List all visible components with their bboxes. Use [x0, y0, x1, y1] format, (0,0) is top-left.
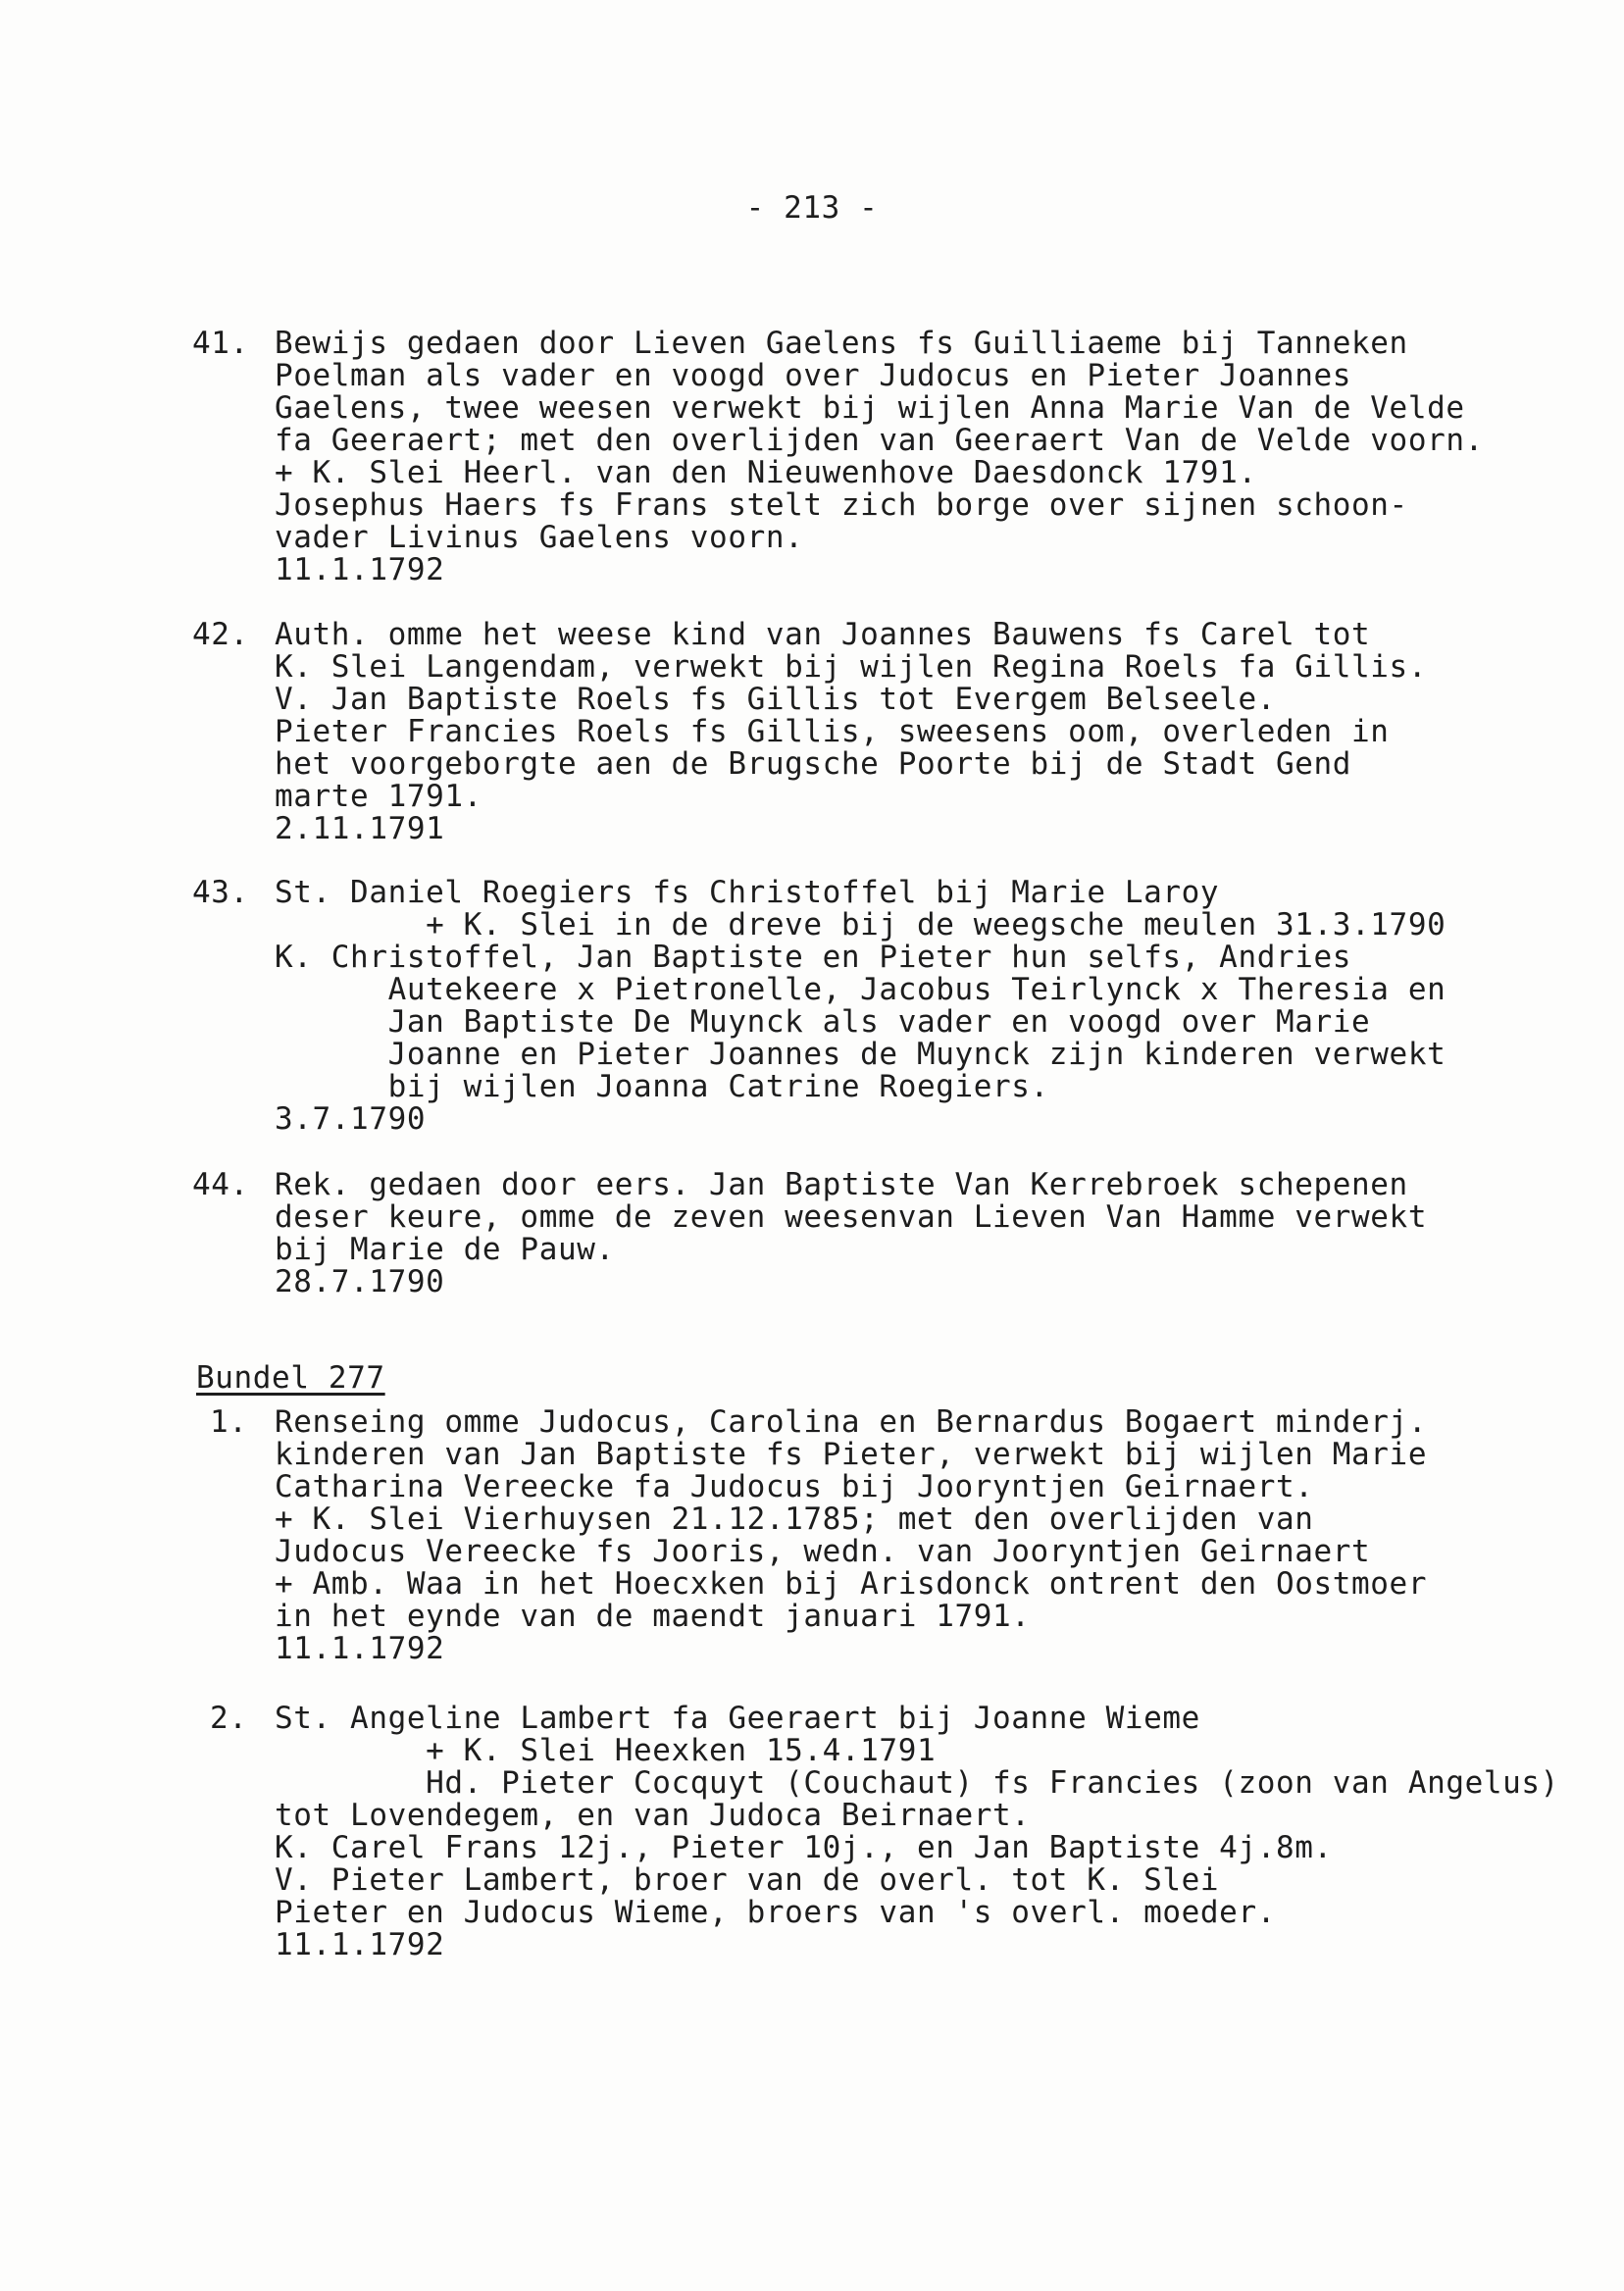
entry-line: Jan Baptiste De Muynck als vader en voogd over Marie — [275, 1004, 1371, 1040]
entry-date: 2.11.1791 — [275, 811, 445, 846]
entry-line: V. Pieter Lambert, broer van de overl. tot K. Slei — [275, 1862, 1220, 1898]
entry-line: + K. Slei Heerl. van den Nieuwenhove Daesdonck 1791. — [275, 455, 1257, 490]
entry-line: Bewijs gedaen door Lieven Gaelens fs Guilliaeme bij Tanneken — [275, 326, 1408, 361]
entry-line: + K. Slei Vierhuysen 21.12.1785; met den overlijden van — [275, 1502, 1314, 1537]
entry-number: 42. — [192, 617, 249, 652]
bundel-heading: Bundel 277 — [196, 1360, 385, 1396]
entry-line: fa Geeraert; met den overlijden van Geeraert Van de Velde voorn. — [275, 423, 1484, 458]
entry-line: vader Livinus Gaelens voorn. — [275, 520, 804, 555]
entry-number: 44. — [192, 1167, 249, 1202]
entry-line: V. Jan Baptiste Roels fs Gillis tot Evergem Belseele. — [275, 682, 1276, 717]
entry-line: deser keure, omme de zeven weesenvan Lieven Van Hamme verwekt — [275, 1199, 1428, 1235]
entry-line: Poelman als vader en voogd over Judocus en Pieter Joannes — [275, 358, 1352, 393]
entry-line: bij Marie de Pauw. — [275, 1232, 615, 1267]
entry-line: het voorgeborgte aen de Brugsche Poorte bij de Stadt Gend — [275, 746, 1352, 782]
entry-line: bij wijlen Joanna Catrine Roegiers. — [275, 1069, 1049, 1104]
entry-line: K. Christoffel, Jan Baptiste en Pieter hun selfs, Andries — [275, 940, 1352, 975]
entry-line: tot Lovendegem, en van Judoca Beirnaert. — [275, 1798, 1031, 1833]
entry-line: Catharina Vereecke fa Judocus bij Jooryntjen Geirnaert. — [275, 1469, 1314, 1504]
entry-line: Hd. Pieter Cocquyt (Couchaut) fs Francies (zoon van Angelus) — [275, 1765, 1559, 1801]
entry-line: St. Daniel Roegiers fs Christoffel bij Marie Laroy — [275, 875, 1220, 910]
entry-line: Joanne en Pieter Joannes de Muynck zijn kinderen verwekt — [275, 1037, 1446, 1072]
entry-line: Auth. omme het weese kind van Joannes Bauwens fs Carel tot — [275, 617, 1371, 652]
entry-line: St. Angeline Lambert fa Geeraert bij Joanne Wieme — [275, 1701, 1200, 1736]
entry-line: Pieter en Judocus Wieme, broers van 's overl. moeder. — [275, 1895, 1276, 1930]
entry-line: K. Carel Frans 12j., Pieter 10j., en Jan Baptiste 4j.8m. — [275, 1830, 1333, 1865]
entry-line: Rek. gedaen door eers. Jan Baptiste Van Kerrebroek schepenen — [275, 1167, 1408, 1202]
entry-2 — [192, 1701, 1559, 2059]
entry-line: Renseing omme Judocus, Carolina en Bernardus Bogaert minderj. — [275, 1404, 1428, 1440]
page-number: - 213 - — [745, 190, 879, 226]
entry-line: marte 1791. — [275, 779, 482, 814]
entry-date: 3.7.1790 — [275, 1101, 427, 1137]
entry-line: Gaelens, twee weesen verwekt bij wijlen Anna Marie Van de Velde — [275, 390, 1465, 426]
entry-line: kinderen van Jan Baptiste fs Pieter, verwekt bij wijlen Marie — [275, 1437, 1428, 1472]
entry-number: 2. — [210, 1701, 248, 1736]
entry-date: 28.7.1790 — [275, 1264, 445, 1299]
entry-number: 43. — [192, 875, 249, 910]
entry-date: 11.1.1792 — [275, 1631, 445, 1666]
entry-date: 11.1.1792 — [275, 552, 445, 587]
entry-line: K. Slei Langendam, verwekt bij wijlen Regina Roels fa Gillis. — [275, 649, 1428, 685]
entry-line: + Amb. Waa in het Hoecxken bij Arisdonck ontrent den Oostmoer — [275, 1566, 1428, 1602]
entry-line: in het eynde van de maendt januari 1791. — [275, 1599, 1031, 1634]
entry-number: 1. — [210, 1404, 248, 1440]
entry-line: Josephus Haers fs Frans stelt zich borge over sijnen schoon- — [275, 487, 1408, 523]
entry-line: + K. Slei Heexken 15.4.1791 — [275, 1733, 937, 1768]
entry-line: Judocus Vereecke fs Jooris, wedn. van Jooryntjen Geirnaert — [275, 1534, 1371, 1569]
entry-number: 41. — [192, 326, 249, 361]
entry-line: + K. Slei in de dreve bij de weegsche meulen 31.3.1790 — [275, 907, 1446, 942]
entry-line: Pieter Francies Roels fs Gillis, sweesens oom, overleden in — [275, 714, 1390, 749]
entry-line: Autekeere x Pietronelle, Jacobus Teirlynck x Theresia en — [275, 972, 1446, 1007]
entry-date: 11.1.1792 — [275, 1927, 445, 1962]
